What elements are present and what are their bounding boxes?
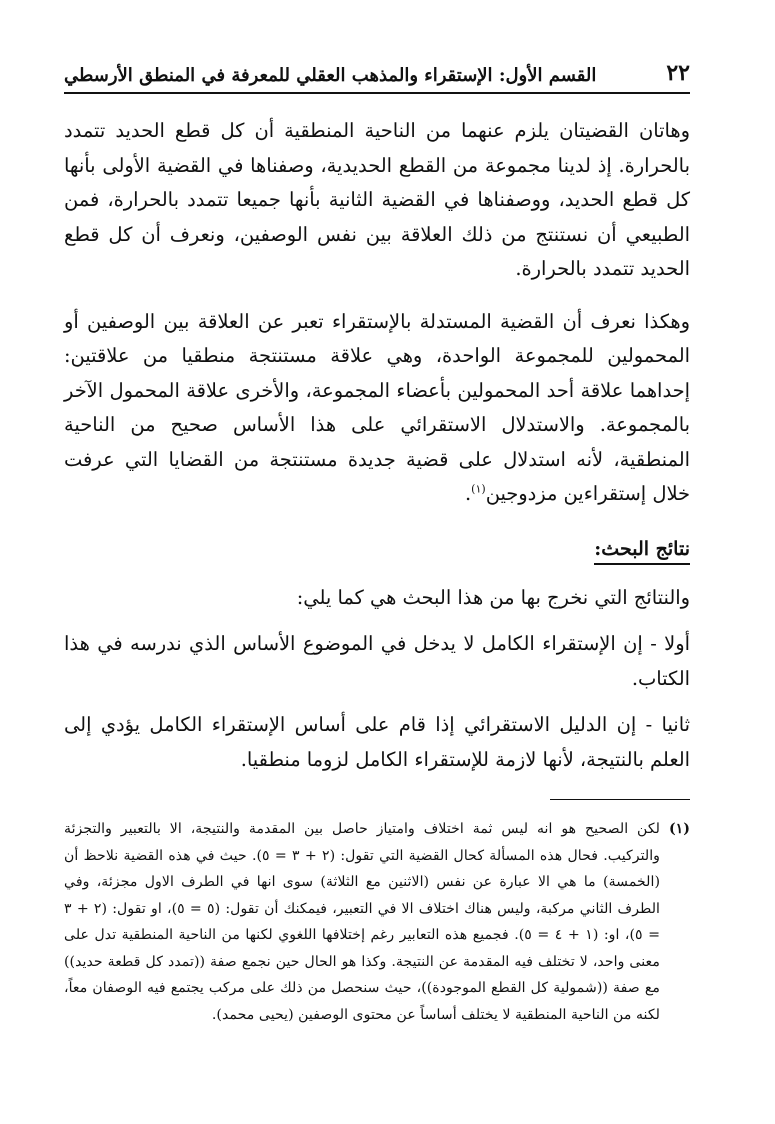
page-header <box>64 48 690 94</box>
section-heading-wrapper <box>64 530 690 581</box>
result-first: أولا - إن الإستقراء الكامل لا يدخل في الموضوع الأساس الذي ندرسه في هذا الكتاب. <box>64 632 690 690</box>
paragraph-text: وهكذا نعرف أن القضية المستدلة بالإستقراء تعبر عن العلاقة بين الوصفين أو المحمولين للمجموعة الواحدة، وهي علاقة مستنتجة منطقيا من علاقتين: إحداهما علاقة أحد المحمولين بأعضاء المجموعة، والأخرى علاقة المحمول الآخر بالمجموعة. والاستدلال الاستقرائي على هذا الأساس صحيح من الناحية المنطقية، لأنه استدلال على قضية جديدة مستنتجة من القضايا التي عرفت خلال إستقراءين مزدوجين <box>64 309 690 505</box>
footnote-number: (١) <box>668 821 690 837</box>
book-page <box>64 48 690 1088</box>
body-text <box>64 114 690 777</box>
footnote-reference: (١) <box>471 482 486 496</box>
paragraph-end-mark: . <box>465 482 472 505</box>
page-number: ٢٢ <box>666 60 690 86</box>
paragraph-iron-expansion: وهاتان القضيتان يلزم عنهما من الناحية المنطقية أن كل قطع الحديد تتمدد بالحرارة. إذ لدينا مجموعة من القطع الحديدية، وصفناها في القضية الأولى بأنها كل قطع الحديد، ووصفناها في القضية الثانية بأنها جميعا تتمدد بالحرارة، فمن الطبيعي أن نستنتج من ذلك العلاقة بين نفس الوصفين، ونعرف أن كل قطع الحديد تتمدد بالحرارة. <box>64 119 690 280</box>
paragraph-induction-relation <box>64 305 690 512</box>
running-title: القسم الأول: الإستقراء والمذهب العقلي للمعرفة في المنطق الأرسطي <box>64 65 597 86</box>
results-intro: والنتائج التي نخرج بها من هذا البحث هي كما يلي: <box>296 585 690 609</box>
footnote <box>64 816 690 1028</box>
result-second: ثانيا - إن الدليل الاستقرائي إذا قام على أساس الإستقراء الكامل يؤدي إلى العلم بالنتيجة، لأنها لازمة للإستقراء الكامل لزوما منطقيا. <box>64 713 690 771</box>
footnote-text: لكن الصحيح هو انه ليس ثمة اختلاف وامتياز حاصل بين المقدمة والنتيجة، الا بالتعبير والتجزئة والتركيب. فحال هذه المسألة كحال القضية التي تقول: (٢ + ٣ = ٥). حيث في هذه القضية نلاحظ أن (الخمسة) ما هي الا عبارة عن نفس (الاثنين مع الثلاثة) سوى انها في الطرف الاول مجزئة، وفي الطرف الثاني مركبة، وليس هناك اختلاف الا في التعبير، فيمكنك أن تقول: (٥ = ٥)، او تقول: (٢ + ٣ = ٥)، او: (١ + ٤ = ٥). فجميع هذه التعابير رغم إختلافها اللغوي لكنها من الناحية المنطقية تدل على معنى واحد، لا تختلف فيه المقدمة عن النتيجة. وكذا هو الحال حين نجمع صفة ((تمدد كل قطعة حديد)) مع صفة ((شمولية كل القطع الموجودة))، حيث سنحصل من ذلك على مركب يجتمع فيه الوصفان معاً، لكنه من الناحية المنطقية لا يختلف أساساً عن محتوى الوصفين (يحيى محمد). <box>64 821 660 1023</box>
section-heading: نتائج البحث: <box>594 538 690 565</box>
footnote-separator <box>550 799 690 800</box>
